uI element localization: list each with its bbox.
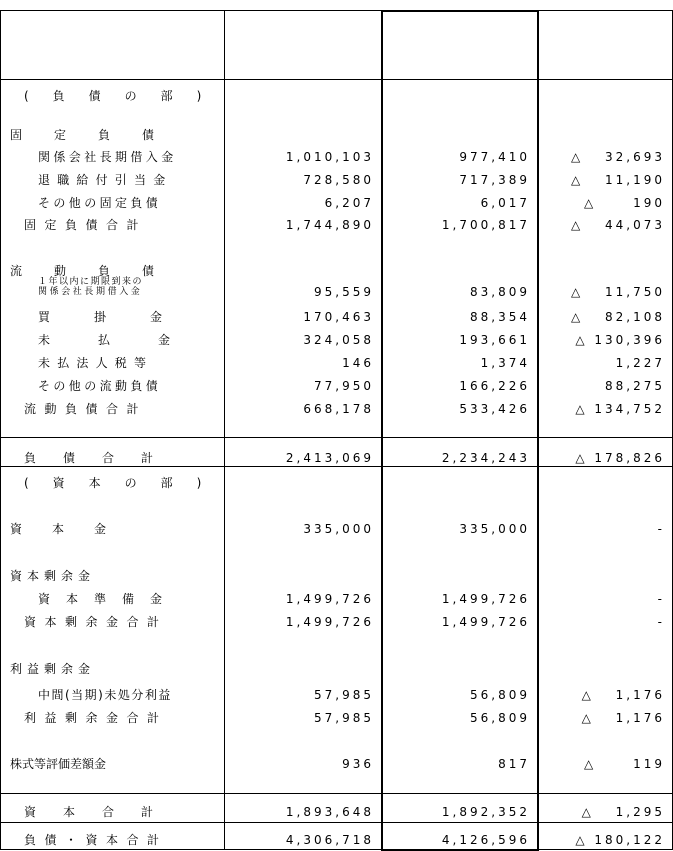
value-prev: 6,207 <box>324 196 374 210</box>
value-prev: 4,306,718 <box>285 833 374 847</box>
value-curr: 56,809 <box>470 688 530 702</box>
value-curr: 717,389 <box>459 173 530 187</box>
value-prev: 77,950 <box>314 379 374 393</box>
value-diff: △ 190 <box>584 196 665 210</box>
row-divider <box>0 822 673 823</box>
value-curr: 6,017 <box>480 196 530 210</box>
row-label: 負債・資本合計 <box>24 833 168 847</box>
value-prev: 668,178 <box>303 402 374 416</box>
row-divider <box>0 466 673 467</box>
value-curr: 977,410 <box>459 150 530 164</box>
row-label: 流動負債合計 <box>24 402 148 416</box>
value-diff: △ 1,176 <box>581 688 665 702</box>
value-prev: 146 <box>342 356 374 370</box>
value-prev: 335,000 <box>303 522 374 536</box>
row-label: 資本剰余金合計 <box>24 615 168 629</box>
row-label: 中間(当期)未処分利益 <box>38 688 172 702</box>
row-label-line2: 関係会社長期借入金 <box>38 287 143 297</box>
value-diff: - <box>657 592 665 606</box>
row-label: 退職給付引当金 <box>38 173 173 187</box>
row-label: 関係会社長期借入金 <box>38 150 177 164</box>
value-diff: - <box>657 615 665 629</box>
value-diff: △ 32,693 <box>570 150 665 164</box>
row-label: その他の固定負債 <box>38 196 162 210</box>
value-diff: - <box>657 522 665 536</box>
value-prev: 2,413,069 <box>285 451 374 465</box>
value-curr: 56,809 <box>470 711 530 725</box>
row-label: １年以内に期限到来の <box>38 277 144 287</box>
value-diff: △ 44,073 <box>570 218 665 232</box>
row-label: ( 負 債 の 部 ) <box>24 89 208 103</box>
value-diff: △ 130,396 <box>575 333 665 347</box>
column-divider <box>0 10 1 850</box>
row-label: 未払法人税等 <box>38 356 154 370</box>
value-diff: △ 11,750 <box>570 285 665 299</box>
row-label: 利益剰余金 <box>10 662 96 676</box>
row-label: 資 本 準 備 金 <box>38 592 165 606</box>
value-curr: 166,226 <box>459 379 530 393</box>
value-diff: △ 119 <box>584 757 665 771</box>
value-diff: △ 1,176 <box>581 711 665 725</box>
row-divider <box>0 79 673 80</box>
value-prev: 324,058 <box>303 333 374 347</box>
row-divider <box>0 10 673 11</box>
row-label: ( 資 本 の 部 ) <box>24 476 208 490</box>
value-diff: △ 178,826 <box>575 451 665 465</box>
value-prev: 57,985 <box>314 711 374 725</box>
value-diff: △ 134,752 <box>575 402 665 416</box>
row-label: 負 債 合 計 <box>24 451 155 465</box>
value-curr: 817 <box>498 757 530 771</box>
row-label: 流 動 負 債 <box>10 264 165 278</box>
value-curr: 1,499,726 <box>441 615 530 629</box>
row-label: 資 本 合 計 <box>24 805 155 819</box>
row-divider <box>0 437 673 438</box>
value-curr: 4,126,596 <box>441 833 530 847</box>
row-label: 未 払 金 <box>38 333 171 347</box>
value-curr: 1,374 <box>480 356 530 370</box>
row-divider <box>0 793 673 794</box>
value-diff: △ 82,108 <box>570 310 665 324</box>
value-prev: 57,985 <box>314 688 374 702</box>
row-label: 利益剰余金合計 <box>24 711 168 725</box>
value-prev: 170,463 <box>303 310 374 324</box>
value-diff: 88,275 <box>605 379 665 393</box>
value-prev: 728,580 <box>303 173 374 187</box>
row-label: 資 本 金 <box>10 522 109 536</box>
value-curr: 1,499,726 <box>441 592 530 606</box>
value-prev: 1,744,890 <box>285 218 374 232</box>
row-label: 固 定 負 債 <box>10 128 165 142</box>
value-prev: 936 <box>342 757 374 771</box>
row-label: 資本剰余金 <box>10 569 96 583</box>
value-diff: 1,227 <box>615 356 665 370</box>
value-prev: 1,893,648 <box>285 805 374 819</box>
value-curr: 88,354 <box>470 310 530 324</box>
value-curr: 2,234,243 <box>441 451 530 465</box>
value-prev: 1,499,726 <box>285 592 374 606</box>
value-curr: 1,892,352 <box>441 805 530 819</box>
value-curr: 1,700,817 <box>441 218 530 232</box>
value-prev: 1,499,726 <box>285 615 374 629</box>
column-divider <box>224 10 225 850</box>
value-prev: 95,559 <box>314 285 374 299</box>
value-diff: △ 1,295 <box>581 805 665 819</box>
value-prev: 1,010,103 <box>285 150 374 164</box>
row-divider <box>0 849 673 850</box>
value-diff: △ 11,190 <box>570 173 665 187</box>
row-label: 買 掛 金 <box>38 310 165 324</box>
value-curr: 83,809 <box>470 285 530 299</box>
value-curr: 193,661 <box>459 333 530 347</box>
current-period-frame <box>381 10 539 851</box>
value-curr: 335,000 <box>459 522 530 536</box>
value-diff: △ 180,122 <box>575 833 665 847</box>
value-curr: 533,426 <box>459 402 530 416</box>
row-label: 固定負債合計 <box>24 218 148 232</box>
row-label: その他の流動負債 <box>38 379 162 393</box>
row-label: 株式等評価差額金 <box>10 757 107 771</box>
